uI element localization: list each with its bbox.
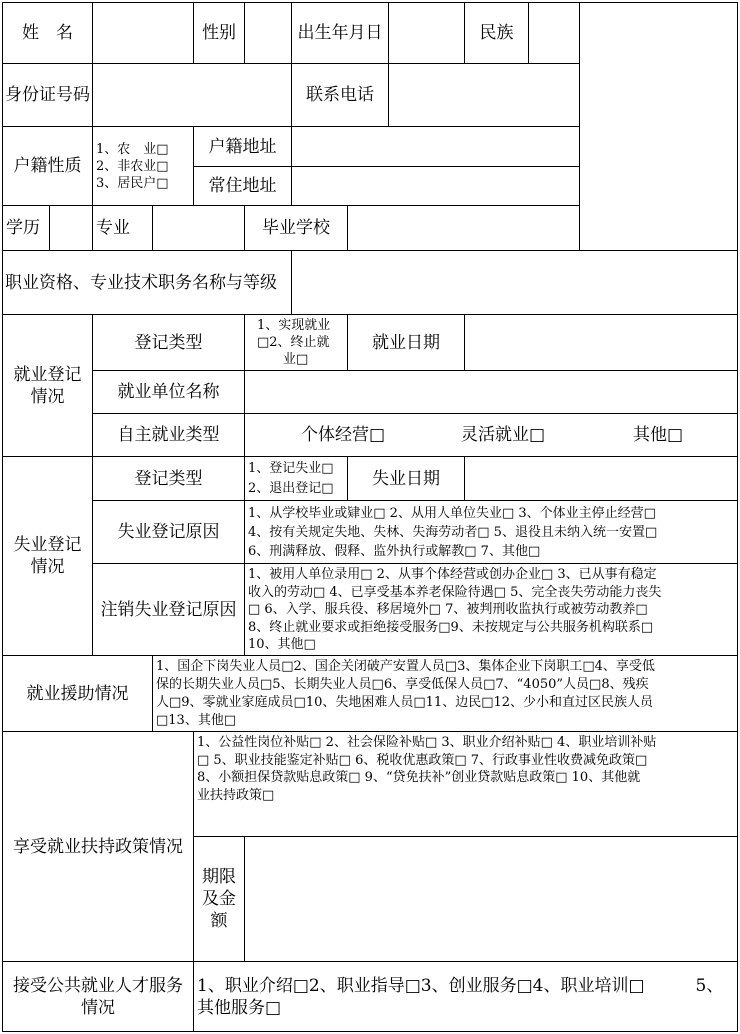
- gender-label: 性别: [193, 2, 245, 64]
- hukou-address-label: 户籍地址: [193, 126, 292, 167]
- hukou-option-resident[interactable]: 3、居民户□: [96, 175, 169, 191]
- cancel-registration-label: 注销失业登记原因: [92, 563, 245, 656]
- public-services-label: 接受公共就业人才服务 情况: [2, 961, 194, 1032]
- hukou-type-label: 户籍性质: [2, 126, 93, 206]
- period-amount-label: 期限 及金 额: [193, 836, 245, 962]
- photo-area[interactable]: [579, 2, 738, 251]
- residence-address-label: 常住地址: [193, 166, 292, 206]
- support-policy-label: 享受就业扶持政策情况: [2, 731, 194, 962]
- hukou-address-field[interactable]: [291, 126, 580, 167]
- hukou-option-non-agricultural[interactable]: 2、非农业□: [96, 158, 169, 174]
- ethnicity-field[interactable]: [528, 2, 580, 64]
- ethnicity-label: 民族: [464, 2, 529, 64]
- unemployment-reg-type-options[interactable]: 1、登记失业□ 2、退出登记□: [244, 456, 348, 501]
- residence-address-field[interactable]: [291, 166, 580, 206]
- phone-label: 联系电话: [291, 63, 389, 127]
- self-employment-type-label: 自主就业类型: [92, 413, 245, 457]
- id-number-label: 身份证号码: [2, 63, 93, 127]
- name-label: 姓 名: [2, 2, 93, 64]
- school-label: 毕业学校: [244, 205, 348, 251]
- education-label: 学历: [2, 205, 50, 251]
- support-policy-options[interactable]: 1、公益性岗位补贴□ 2、社会保险补贴□ 3、职业介绍补贴□ 4、职业培训补贴 □ 5、职业技能鉴定补贴□ 6、税收优惠政策□ 7、行政事业性收费减免政策□ 8、小额担保贷款贴息政策□ 9、“贷免扶补”创业贷款贴息政策□ 10、其他就 业扶持政策□: [193, 731, 738, 837]
- gender-field[interactable]: [244, 2, 292, 64]
- cancel-registration-options[interactable]: 1、被用人单位录用□ 2、从事个体经营或创办企业□ 3、已从事有稳定 收入的劳动□ 4、已享受基本养老保险待遇□ 5、完全丧失劳动能力丧失 □ 6、入学、服兵役、移居境外□ 7、被判刑收监执行或被劳动教养□ 8、终止就业要求或拒绝接受服务□9、未按规定与公共服务机构联系□ 10、其他□: [244, 563, 738, 656]
- birth-field[interactable]: [388, 2, 465, 64]
- major-label: 专业: [92, 205, 153, 251]
- major-field[interactable]: [152, 205, 245, 251]
- birth-label: 出生年月日: [291, 2, 389, 64]
- employment-reg-type-options[interactable]: 1、实现就业 □2、终止就 业□: [244, 314, 348, 371]
- unemployment-date-field[interactable]: [464, 456, 738, 501]
- assistance-label: 就业援助情况: [2, 655, 153, 732]
- phone-field[interactable]: [388, 63, 580, 127]
- period-amount-field[interactable]: [244, 836, 738, 962]
- unemployment-reason-options[interactable]: 1、从学校毕业或肄业□ 2、从用人单位失业□ 3、个体业主停止经营□ 4、按有关规定失地、失林、失海劳动者□ 5、退役且未纳入统一安置□ 6、刑满释放、假释、监外执行或解教□ 7、其他□: [244, 500, 738, 564]
- public-services-options[interactable]: 1、职业介绍□2、职业指导□3、创业服务□4、职业培训□ 5、 其他服务□: [193, 961, 738, 1032]
- unemployment-section-label: 失业登记 情况: [2, 456, 93, 656]
- employment-reg-type-label: 登记类型: [92, 314, 245, 371]
- self-employment-type-options[interactable]: [244, 413, 738, 457]
- employment-date-label: 就业日期: [347, 314, 465, 371]
- option-other[interactable]: 其他□: [633, 425, 684, 445]
- employment-date-field[interactable]: [464, 314, 738, 371]
- unemployment-date-label: 失业日期: [347, 456, 465, 501]
- id-number-field[interactable]: [92, 63, 292, 127]
- employment-section-label: 就业登记 情况: [2, 314, 93, 457]
- qualification-field[interactable]: [291, 250, 738, 315]
- name-field[interactable]: [92, 2, 194, 64]
- hukou-type-options[interactable]: [92, 126, 194, 206]
- employer-name-label: 就业单位名称: [92, 370, 245, 414]
- employer-name-field[interactable]: [244, 370, 738, 414]
- hukou-option-agricultural[interactable]: 1、农 业□: [96, 141, 169, 157]
- assistance-options[interactable]: 1、国企下岗失业人员□2、国企关闭破产安置人员□3、集体企业下岗职工□4、享受低 保的长期失业人员□5、长期失业人员□6、享受低保人员□7、“4050”人员□8、残疾 人□9、零就业家庭成员□10、失地困难人员□11、边民□12、少小和直过区民族人员 □13、其他□: [152, 655, 738, 732]
- unemployment-reason-label: 失业登记原因: [92, 500, 245, 564]
- option-individual-business[interactable]: 个体经营□: [301, 425, 386, 445]
- education-field[interactable]: [49, 205, 93, 251]
- unemployment-reg-type-label: 登记类型: [92, 456, 245, 501]
- qualification-label: 职业资格、专业技术职务名称与等级: [2, 250, 292, 315]
- option-flexible-employment[interactable]: 灵活就业□: [461, 425, 546, 445]
- school-field[interactable]: [347, 205, 580, 251]
